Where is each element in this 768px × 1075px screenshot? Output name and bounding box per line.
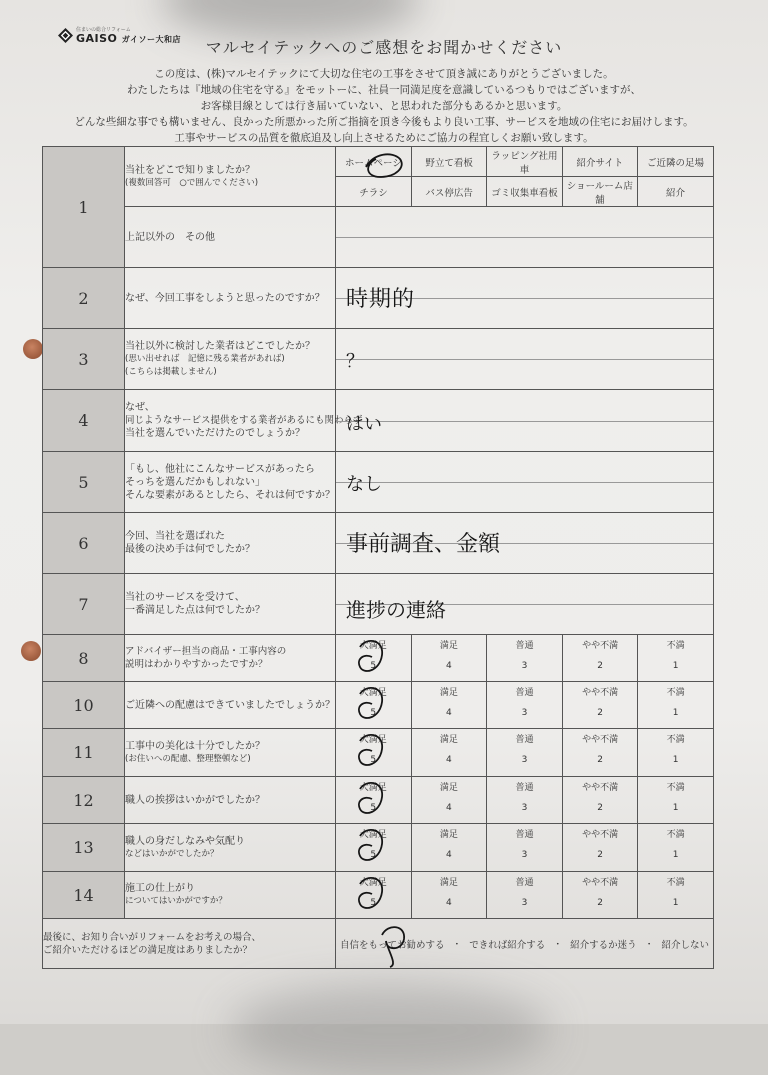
question-line: なぜ、今回工事をしようと思ったのですか？ <box>125 292 325 304</box>
question-number: 2 <box>43 268 125 329</box>
final-question-line: 最後に、お知り合いがリフォームをお考えの場合、 <box>43 931 262 943</box>
rating-option-value: 1 <box>672 708 679 718</box>
question-sub: などはいかがでしたか？ <box>125 848 219 859</box>
question-number: 14 <box>43 872 125 919</box>
rating-option[interactable] <box>563 824 639 871</box>
question-line: アドバイザー担当の商品・工事内容の <box>125 646 287 657</box>
question-sub: についてはいかがですか？ <box>125 896 227 906</box>
option-signboard[interactable]: 野立て看板 <box>411 147 486 177</box>
option-homepage[interactable]: ホームページ <box>336 147 411 177</box>
rating-option-value: 2 <box>597 803 603 813</box>
rating-option-value: 3 <box>521 708 528 718</box>
question-line: ご近隣への配慮はできていましたでしょうか？ <box>125 699 335 711</box>
question-6-answer[interactable] <box>336 513 714 574</box>
rating-option-label: 普通 <box>515 735 534 745</box>
rating-option-value: 1 <box>672 898 679 908</box>
final-question-line: ご紹介いただけるほどの満足度はありましたか？ <box>43 944 253 956</box>
rating-option[interactable] <box>638 729 713 776</box>
rating-option[interactable] <box>563 777 639 823</box>
question-7-text <box>125 574 336 635</box>
referral-option-recommend[interactable]: 自信をもってお勧めする <box>339 939 445 951</box>
question-2-text <box>125 268 336 329</box>
rating-option-label: 満足 <box>439 878 458 888</box>
rating-option-label: 満足 <box>439 783 458 793</box>
rating-option-label: 普通 <box>515 688 534 698</box>
punch-hole-upper <box>23 339 43 359</box>
rating-option-label: やや不満 <box>582 735 619 745</box>
option-neighbor-scaffold[interactable]: ご近隣の足場 <box>638 147 713 177</box>
rating-option-label: 不満 <box>666 878 685 888</box>
rating-option-value: 1 <box>672 850 679 860</box>
question-1-options <box>336 147 714 207</box>
rating-option-label: 大満足 <box>359 783 387 793</box>
question-3-answer[interactable] <box>336 329 714 390</box>
rating-option-value: 5 <box>370 803 377 813</box>
option-wrapped-car[interactable]: ラッピング社用車 <box>487 147 562 177</box>
rating-option-label: 普通 <box>515 830 534 840</box>
question-number: 12 <box>43 777 125 824</box>
rating-scale <box>336 777 714 824</box>
question-number: 10 <box>43 682 125 729</box>
rating-option-value: 2 <box>597 850 603 860</box>
rating-question-text <box>125 635 336 682</box>
final-question-text <box>43 919 336 969</box>
rating-option-value: 2 <box>597 755 603 765</box>
rating-option[interactable] <box>487 872 563 918</box>
handwritten-answer: ？ <box>346 351 364 372</box>
rating-option[interactable] <box>487 729 563 776</box>
rating-option[interactable] <box>336 635 412 681</box>
handwritten-answer: なし <box>346 474 382 495</box>
rating-row <box>43 729 714 777</box>
rating-option[interactable] <box>638 872 713 918</box>
handwritten-answer: はい <box>346 414 382 435</box>
survey-table <box>42 146 714 969</box>
question-3-text <box>125 329 336 390</box>
question-line: 最後の決め手は何でしたか？ <box>125 544 255 555</box>
rating-option[interactable] <box>412 872 488 918</box>
question-line: 当社のサービスを受けて、 <box>125 592 245 603</box>
rating-option-value: 4 <box>446 898 452 908</box>
rating-option[interactable] <box>487 682 563 728</box>
rating-option[interactable] <box>638 635 713 681</box>
rating-option-label: 普通 <box>515 878 534 888</box>
question-sub: (こちらは掲載しません) <box>125 366 217 377</box>
rating-option-value: 5 <box>370 755 377 765</box>
rating-option-value: 2 <box>597 661 603 671</box>
intro-line: お客様目線としては行き届いていない、と思われた部分もあるかと思います。 <box>200 100 568 112</box>
rating-option-label: やや不満 <box>582 878 619 888</box>
rating-option-label: 満足 <box>439 735 458 745</box>
rating-option[interactable] <box>638 682 713 728</box>
rating-option-label: 普通 <box>515 783 534 793</box>
intro-line: 工事やサービスの品質を徹底追及し向上させるためにご協力の程宜しくお願い致します。 <box>174 132 594 144</box>
rating-option-label: やや不満 <box>582 783 619 793</box>
question-line: 工事中の美化は十分でしたか？ <box>125 740 265 752</box>
rating-row <box>43 872 714 919</box>
handwritten-answer: 時期的 <box>346 287 416 312</box>
question-line: そっちを選んだかもしれない」 <box>125 476 265 488</box>
rating-option-value: 3 <box>521 850 528 860</box>
rating-option-label: 大満足 <box>359 735 387 745</box>
rating-option-label: 不満 <box>666 641 685 651</box>
question-sub: (お住いへの配慮、整理整頓など) <box>125 753 251 764</box>
handwritten-answer: 進捗の連絡 <box>346 598 446 622</box>
rating-question-text <box>125 729 336 777</box>
rating-option-value: 4 <box>446 803 452 813</box>
referral-option-if-possible[interactable]: できれば紹介する <box>469 939 546 951</box>
question-7-answer[interactable] <box>336 574 714 635</box>
option-introduction[interactable]: 紹介 <box>638 177 713 207</box>
question-6-text <box>125 513 336 574</box>
rating-option-label: 大満足 <box>359 878 387 888</box>
option-showroom[interactable]: ショールーム店舗 <box>562 177 637 207</box>
option-bus-stop-ad[interactable]: バス停広告 <box>411 177 486 207</box>
question-number: 5 <box>43 452 125 513</box>
separator-dot: ・ <box>452 940 462 950</box>
question-line: 一番満足した点は何でしたか？ <box>125 605 265 616</box>
rating-option[interactable] <box>563 635 639 681</box>
punch-hole-lower <box>21 641 41 661</box>
question-line: 今回、当社を選ばれた <box>125 531 225 542</box>
separator-dot: ・ <box>644 940 654 950</box>
rating-option-value: 2 <box>597 898 603 908</box>
question-1-other-label: 上記以外の その他 <box>125 207 336 268</box>
rating-option-label: 不満 <box>666 735 685 745</box>
intro-line: どんな些細な事でも構いません、良かった所悪かった所ご指摘を頂き今後もより良い工事、サービスを地域の住宅にお届けします。 <box>74 116 694 128</box>
rating-option-value: 3 <box>521 898 528 908</box>
question-number: 13 <box>43 824 125 872</box>
rating-option-value: 4 <box>446 661 452 671</box>
rating-scale <box>336 824 714 872</box>
logo-store: ガイソー大和店 <box>121 35 182 44</box>
question-line: なぜ、 <box>125 402 155 413</box>
rating-row <box>43 777 714 824</box>
rating-option-label: 満足 <box>439 688 458 698</box>
option-garbage-truck-ad[interactable]: ゴミ収集車看板 <box>487 177 562 207</box>
question-1-note: (複数回答可 ○で囲んでください) <box>125 177 259 188</box>
question-1-text <box>125 147 336 207</box>
rating-option-value: 1 <box>672 803 679 813</box>
rating-scale <box>336 682 714 729</box>
rating-option-label: 不満 <box>666 830 685 840</box>
question-5-answer[interactable] <box>336 452 714 513</box>
question-1-label: 当社をどこで知りましたか？ <box>125 164 255 176</box>
rating-option[interactable] <box>638 824 713 871</box>
rating-option-value: 3 <box>521 803 528 813</box>
rating-option-label: 満足 <box>439 641 458 651</box>
question-number: 3 <box>43 329 125 390</box>
rating-option-label: 大満足 <box>359 641 387 651</box>
rating-scale <box>336 635 714 682</box>
rating-option[interactable] <box>563 682 639 728</box>
rating-option-value: 5 <box>370 850 377 860</box>
intro-line: この度は、(株)マルセイテックにて大切な住宅の工事をさせて頂き誠にありがとうございました。 <box>154 68 614 80</box>
rating-option[interactable] <box>412 729 488 776</box>
rating-option-label: やや不満 <box>582 688 619 698</box>
final-question-options <box>336 919 714 969</box>
rating-question-text <box>125 872 336 919</box>
rating-row <box>43 824 714 872</box>
separator-dot: ・ <box>553 940 563 950</box>
question-number: 4 <box>43 390 125 452</box>
rating-question-text <box>125 824 336 872</box>
rating-option-value: 3 <box>521 661 528 671</box>
question-line: 職人の挨拶はいかがでしたか？ <box>125 794 265 806</box>
intro-line: わたしたちは『地域の住宅を守る』をモットーに、社員一同満足度を意識しているつもりではございますが、 <box>126 84 642 96</box>
question-line: 施工の仕上がり <box>125 883 195 894</box>
rating-row <box>43 682 714 729</box>
question-4-text <box>125 390 363 452</box>
rating-option[interactable] <box>412 682 488 728</box>
shadow-bottom <box>230 985 550 1075</box>
rating-option[interactable] <box>563 872 639 918</box>
page-title: マルセイテックへのご感想をお聞かせください <box>205 38 563 57</box>
rating-option-value: 5 <box>370 661 377 671</box>
question-line: 職人の身だしなみや気配り <box>125 835 245 847</box>
rating-option-value: 1 <box>672 755 679 765</box>
question-number: 11 <box>43 729 125 777</box>
question-line: 説明はわかりやすかったですか？ <box>125 659 268 670</box>
rating-option-label: 普通 <box>515 641 534 651</box>
rating-option[interactable] <box>336 824 412 871</box>
rating-option-value: 3 <box>521 755 528 765</box>
referral-option-undecided[interactable]: 紹介するか迷う <box>570 939 637 951</box>
rating-option[interactable] <box>638 777 713 823</box>
rating-option-value: 5 <box>370 898 377 908</box>
rating-option-value: 1 <box>672 661 679 671</box>
question-2-answer[interactable] <box>336 268 714 329</box>
rating-option-label: やや不満 <box>582 641 619 651</box>
question-1-other-answer[interactable] <box>336 207 714 268</box>
rating-question-text <box>125 777 336 824</box>
question-line: 「もし、他社にこんなサービスがあったら <box>125 463 315 475</box>
rating-option[interactable] <box>336 872 412 918</box>
rating-option[interactable] <box>336 729 412 776</box>
rating-option[interactable] <box>412 635 488 681</box>
question-number: 8 <box>43 635 125 682</box>
rating-option-label: 不満 <box>666 783 685 793</box>
rating-option-label: 不満 <box>666 688 685 698</box>
rating-scale <box>336 872 714 919</box>
question-5-text <box>125 452 336 513</box>
handwritten-answer: 事前調査、金額 <box>346 532 501 557</box>
rating-question-text <box>125 682 336 729</box>
question-number: 7 <box>43 574 125 635</box>
rating-option[interactable] <box>412 777 488 823</box>
rating-option[interactable] <box>487 824 563 871</box>
rating-option-value: 4 <box>446 850 452 860</box>
rating-option-value: 5 <box>370 708 377 718</box>
rating-option-value: 4 <box>446 708 452 718</box>
question-4-answer[interactable] <box>336 390 714 452</box>
question-line: そんな要素があるとしたら、それは何ですか？ <box>125 489 335 501</box>
rating-option[interactable] <box>412 824 488 871</box>
rating-option[interactable] <box>336 682 412 728</box>
question-number: 1 <box>43 147 125 268</box>
rating-option[interactable] <box>487 635 563 681</box>
rating-row <box>43 635 714 682</box>
logo-brand: GAISO <box>76 32 118 45</box>
rating-questions <box>43 635 714 919</box>
intro-text <box>60 66 708 146</box>
rating-option-value: 2 <box>597 708 603 718</box>
rating-option-label: 大満足 <box>359 830 387 840</box>
question-sub: (思い出せれば 記憶に残る業者があれば) <box>125 353 285 364</box>
logo-tagline: 住まいの総合リフォーム <box>76 27 131 33</box>
option-referral-site[interactable]: 紹介サイト <box>562 147 637 177</box>
rating-option[interactable] <box>336 777 412 823</box>
rating-option-label: 大満足 <box>359 688 387 698</box>
question-line: 同じようなサービス提供をする業者があるにも関わらず <box>125 415 363 426</box>
option-flyer[interactable]: チラシ <box>336 177 411 207</box>
referral-option-no[interactable]: 紹介しない <box>661 939 709 951</box>
rating-option[interactable] <box>487 777 563 823</box>
rating-option-value: 4 <box>446 755 452 765</box>
rating-option-label: やや不満 <box>582 830 619 840</box>
rating-scale <box>336 729 714 777</box>
question-number: 6 <box>43 513 125 574</box>
rating-option-label: 満足 <box>439 830 458 840</box>
question-line: 当社以外に検討した業者はどこでしたか？ <box>125 340 315 352</box>
rating-option[interactable] <box>563 729 639 776</box>
question-line: 当社を選んでいただけたのでしょうか？ <box>125 428 305 439</box>
